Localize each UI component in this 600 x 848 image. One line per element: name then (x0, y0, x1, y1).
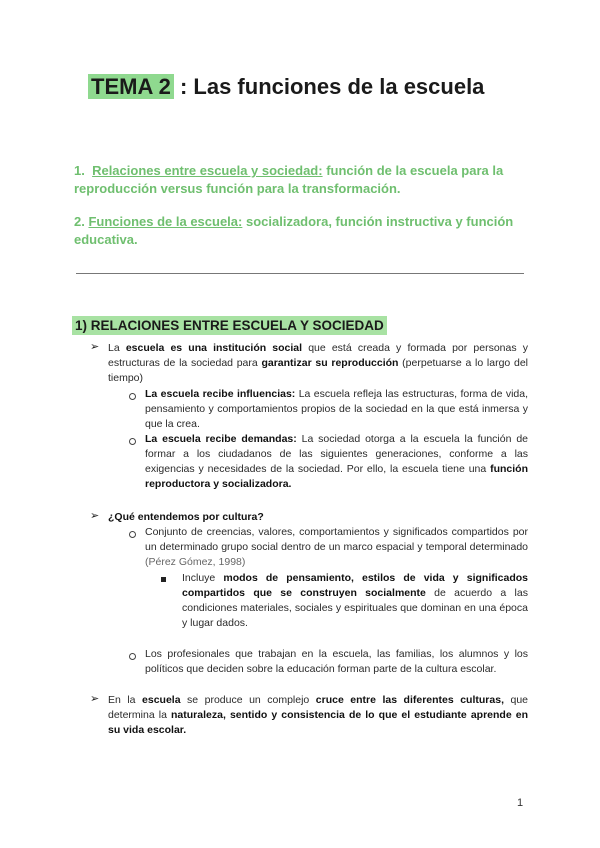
toc-link-funciones[interactable]: Funciones de la escuela: (88, 214, 243, 229)
arrow-bullet-icon: ➢ (90, 510, 100, 522)
title-rest: : Las funciones de la escuela (173, 74, 485, 99)
toc-item-2 (74, 213, 534, 249)
toc-link-relaciones[interactable]: Relaciones entre escuela y sociedad: (92, 163, 323, 178)
page-number: 1 (517, 797, 524, 809)
sub-bullet-demandas: La escuela recibe demandas: La sociedad otorga a la escuela la función de formar a los ciudadanos de las siguientes generaciones, conforme a las exigencias y necesidades de la sociedad. Por ello, la escuela tiene una función reproductora y socializadora. (145, 433, 528, 490)
sub-bullet-influencias: La escuela recibe influencias: La escuela refleja las estructuras, forma de vida, pensamiento y comportamientos propios de la sociedad en la que está inmersa y que la crea. (145, 388, 528, 430)
horizontal-divider (76, 273, 524, 274)
title-highlight: TEMA 2 (88, 74, 174, 99)
circle-bullet-icon (129, 438, 136, 445)
toc-number: 1. (74, 163, 85, 178)
bullet-cruce-culturas: En la escuela se produce un complejo cruce entre las diferentes culturas, que determina la naturaleza, sentido y consistencia de lo que el estudiante aprende en su vida escolar. (108, 694, 528, 736)
section-heading: 1) RELACIONES ENTRE ESCUELA Y SOCIEDAD (72, 316, 387, 335)
toc-text: función de la escuela para la reproducción versus función para la transformación. (74, 163, 504, 196)
arrow-bullet-icon: ➢ (90, 341, 100, 353)
bullet-escuela-institucion: La escuela es una institución social que está creada y formada por personas y estructuras de la sociedad para garantizar su reproducción (perpetuarse a lo largo del tiempo) (108, 342, 528, 384)
square-bullet-icon (161, 577, 166, 582)
subsub-bullet-incluye: Incluye modos de pensamiento, estilos de vida y significados compartidos que se construyen socialmente de acuerdo a las condiciones materiales, sociales y espirituales que dominan en una época y lugar dados. (182, 572, 529, 629)
sub-bullet-conjunto: Conjunto de creencias, valores, comportamientos y significados compartidos por un determinado grupo social dentro de un marco espacial y temporal determinado (Pérez Gómez, 1998) (145, 526, 528, 568)
arrow-bullet-icon: ➢ (90, 693, 100, 705)
toc-item-1 (74, 162, 534, 198)
sub-bullet-profesionales: Los profesionales que trabajan en la escuela, las familias, los alumnos y los políticos que deciden sobre la educación forman parte de la cultura escolar. (145, 648, 528, 675)
page-title (88, 74, 484, 100)
circle-bullet-icon (129, 531, 136, 538)
toc-number: 2. (74, 214, 85, 229)
toc-text: socializadora, función instructiva y función educativa. (74, 214, 514, 247)
circle-bullet-icon (129, 653, 136, 660)
circle-bullet-icon (129, 393, 136, 400)
bullet-cultura-question: ¿Qué entendemos por cultura? (108, 511, 264, 523)
